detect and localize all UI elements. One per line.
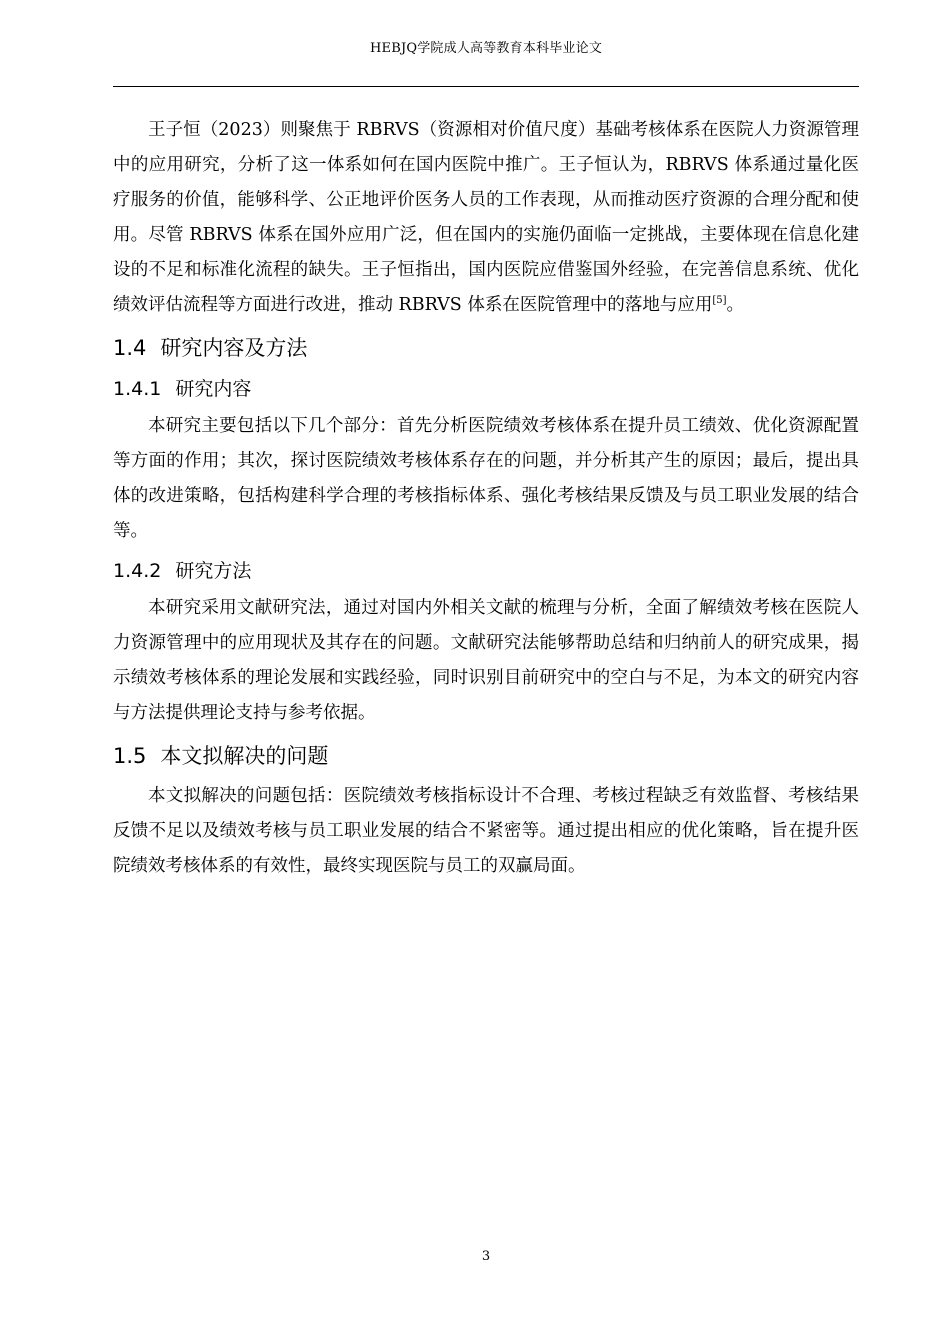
section-number: 1.5 xyxy=(113,744,147,768)
running-header: HEBJQ学院成人高等教育本科毕业论文 xyxy=(369,41,603,56)
section-heading-1-4-2 xyxy=(113,554,859,588)
header-rule xyxy=(113,86,859,87)
section-number: 1.4.2 xyxy=(113,560,162,582)
page-content xyxy=(113,113,859,884)
section-title: 研究内容及方法 xyxy=(160,336,308,360)
section-heading-1-4 xyxy=(113,329,859,367)
section-heading-1-5 xyxy=(113,737,859,775)
intro-paragraph xyxy=(113,113,859,323)
page-number: 3 xyxy=(481,1249,491,1264)
section-number: 1.4 xyxy=(113,336,147,360)
section-number: 1.4.1 xyxy=(113,378,162,400)
problems-paragraph: 本文拟解决的问题包括：医院绩效考核指标设计不合理、考核过程缺乏有效监督、考核结果反馈不足以及绩效考核与员工职业发展的结合不紧密等。通过提出相应的优化策略，旨在提升医院绩效考核体系的有效性，最终实现医院与员工的双赢局面。 xyxy=(113,786,859,876)
research-method-paragraph: 本研究采用文献研究法，通过对国内外相关文献的梳理与分析，全面了解绩效考核在医院人力资源管理中的应用现状及其存在的问题。文献研究法能够帮助总结和归纳前人的研究成果，揭示绩效考核体系的理论发展和实践经验，同时识别目前研究中的空白与不足，为本文的研究内容与方法提供理论支持与参考依据。 xyxy=(113,598,859,723)
section-title: 研究内容 xyxy=(175,378,252,400)
intro-paragraph-text: 王子恒（2023）则聚焦于 RBRVS（资源相对价值尺度）基础考核体系在医院人力资源管理中的应用研究，分析了这一体系如何在国内医院中推广。王子恒认为，RBRVS 体系通过量化医疗服务的价值，能够科学、公正地评价医务人员的工作表现，从而推动医疗资源的合理分配和使用。尽管 RBRVS 体系在国外应用广泛，但在国内的实施仍面临一定挑战，主要体现在信息化建设的不足和标准化流程的缺失。王子恒指出，国内医院应借鉴国外经验，在完善信息系统、优化绩效评估流程等方面进行改进，推动 RBRVS 体系在医院管理中的落地与应用 xyxy=(113,120,859,315)
section-title: 研究方法 xyxy=(175,560,252,582)
citation-reference[interactable]: [5] xyxy=(712,295,727,306)
intro-paragraph-end: 。 xyxy=(726,295,745,315)
research-content-paragraph: 本研究主要包括以下几个部分：首先分析医院绩效考核体系在提升员工绩效、优化资源配置等方面的作用；其次，探讨医院绩效考核体系存在的问题，并分析其产生的原因；最后，提出具体的改进策略，包括构建科学合理的考核指标体系、强化考核结果反馈及与员工职业发展的结合等。 xyxy=(113,416,859,541)
section-heading-1-4-1 xyxy=(113,372,859,406)
section-title: 本文拟解决的问题 xyxy=(160,744,329,768)
